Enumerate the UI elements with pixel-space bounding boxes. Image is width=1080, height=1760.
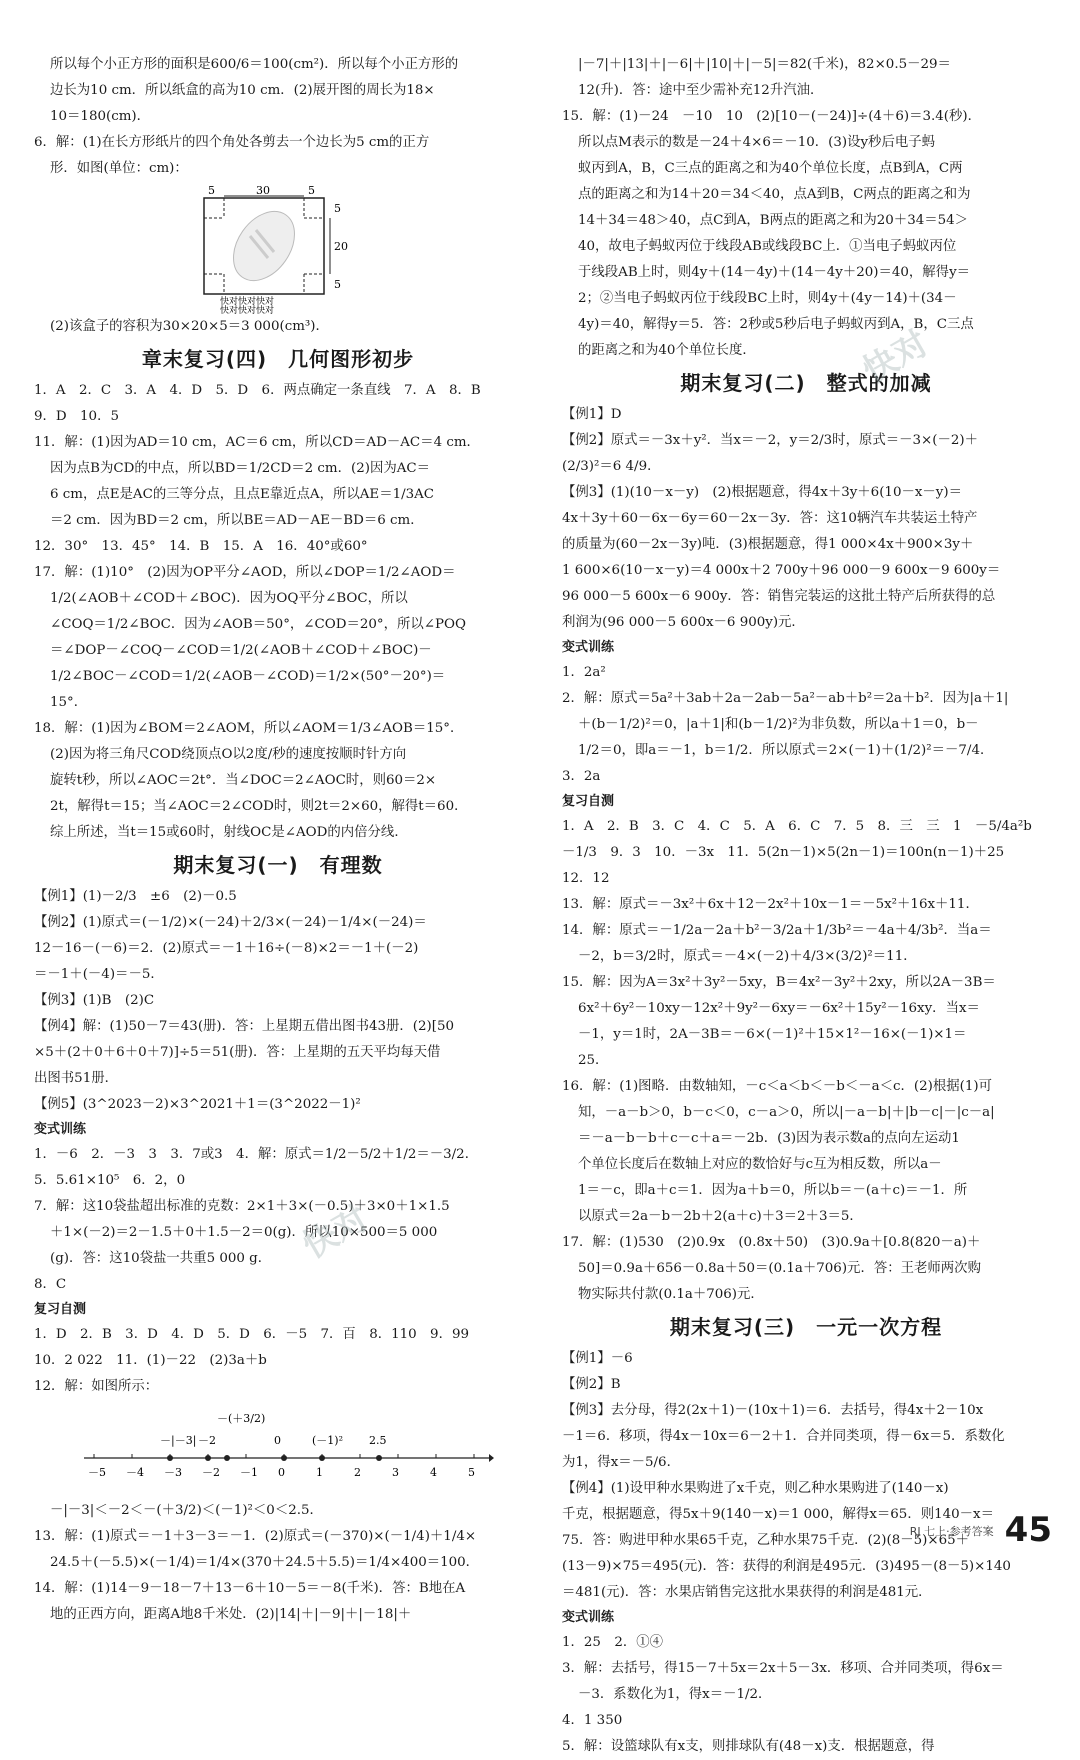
answer-line: 10．2 022 11．(1)－22 (2)3a＋b — [34, 1353, 267, 1368]
number-line-tick-label: 1 — [316, 1466, 323, 1479]
answer-line: 4．1 350 — [562, 1713, 623, 1728]
answer-line: 1．A 2．C 3．A 4．D 5．D 6．两点确定一条直线 7．A 8．B — [34, 383, 481, 398]
answer-line: －1＝6．移项，得4x－10x＝6－2＋1．合并同类项，得－6x＝5．系数化 — [562, 1429, 1005, 1444]
answer-line: 【例2】(1)原式＝(－1/2)×(－24)＋2/3×(－24)－1/4×(－24)＝ — [34, 915, 427, 930]
number-line-point — [224, 1455, 230, 1461]
page-footer — [910, 1510, 1052, 1550]
answer-line: 1/2(∠AOB＋∠COD＋∠BOC)．因为OQ平分∠BOC，所以 — [50, 591, 408, 606]
subsection-title: 变式训练 — [34, 1122, 87, 1137]
answer-line: |－7|＋|13|＋|－6|＋|10|＋|－5|＝82(千米)，82×0.5－29＝ — [578, 57, 951, 72]
answer-line: 个单位长度后在数轴上对应的数恰好与c互为相反数，所以a－ — [578, 1157, 942, 1172]
answer-line: 所以点M表示的数是－24＋4×6＝－10．(3)设y秒后电子蚂 — [578, 135, 936, 150]
answer-line: ＋1×(－2)＝2－1.5＋0＋1.5－2＝0(g)．所以10×500＝5 000 — [50, 1225, 438, 1240]
answer-line: 2．解：原式＝5a²＋3ab＋2a－2ab－5a²－ab＋b²＝2a＋b²．因为|a＋1| — [562, 691, 1009, 706]
answer-line: 96 000－5 600x－6 900y．答：销售完装运的这批土特产后所获得的总 — [562, 589, 996, 604]
answer-line: 6．解：(1)在长方形纸片的四个角处各剪去一个边长为5 cm的正方 — [34, 135, 430, 150]
answer-line: 7．解：这10袋盐超出标准的克数：2×1＋3×(－0.5)＋3×0＋1×1.5 — [34, 1199, 450, 1214]
answer-line: 8．C — [34, 1277, 67, 1292]
answer-line: 1．2a² — [562, 665, 606, 680]
section-title: 期末复习(二) 整式的加减 — [680, 371, 932, 395]
answer-line: 因为点B为CD的中点，所以BD＝1/2CD＝2 cm．(2)因为AC＝ — [50, 461, 431, 476]
answer-line: 2t，解得t＝15；当∠AOC＝2∠COD时，则2t＝2×60，解得t＝60． — [50, 799, 468, 814]
answer-line: 【例2】B — [562, 1377, 621, 1392]
footer-text: RJ 七上·参考答案 — [909, 1524, 994, 1538]
answer-line: 点的距离之和为14＋20＝34＜40，点A到B，C两点的距离之和为 — [578, 187, 971, 202]
dim-label: 5 — [308, 186, 315, 197]
number-line-tick-label: 5 — [468, 1466, 475, 1479]
answer-line: 12(升)．答：途中至少需补充12升汽油． — [578, 83, 824, 98]
watermark: 快对 — [296, 1198, 376, 1267]
answer-line: －|－3|＜－2＜－(＋3/2)＜(－1)²＜0＜2.5． — [50, 1503, 323, 1518]
answer-line: －1/3 9．3 10．－3x 11．5(2n－1)×5(2n－1)＝100n(n－1)＋25 — [562, 845, 1005, 860]
answer-line: 12．12 — [562, 871, 610, 886]
answer-line: 边长为10 cm．所以纸盒的高为10 cm．(2)展开图的周长为18× — [50, 83, 435, 98]
answer-line: 6x²＋6y²－10xy－12x²＋9y²－6xy＝－6x²＋15y²－16xy．当x＝ — [578, 1001, 980, 1016]
answer-line: 14＋34＝48＞40，点C到A，B两点的距离之和为20＋34＝54＞ — [578, 213, 969, 228]
number-line-tick-label: －3 — [164, 1466, 182, 1479]
answer-line: 5．5.61×10⁵ 6．2，0 — [34, 1173, 186, 1188]
number-line-tick-label: －5 — [88, 1466, 106, 1479]
dim-label: 20 — [334, 240, 348, 253]
answer-line: 13．解：(1)原式＝－1＋3－3＝－1．(2)原式＝(－370)×(－1/4)＋1/4× — [34, 1529, 477, 1544]
answer-line: 25． — [578, 1053, 609, 1068]
dim-label: 5 — [334, 278, 341, 291]
answer-line: 2；②当电子蚂蚁丙位于线段BC上时，则4y＋(4y－14)＋(34－ — [578, 291, 957, 306]
answer-line: (g)．答：这10袋盐一共重5 000 g． — [50, 1251, 272, 1266]
number-line-point — [281, 1455, 287, 1461]
answer-line: 【例3】(1)(10－x－y) (2)根据题意，得4x＋3y＋6(10－x－y)＝ — [562, 485, 962, 500]
answer-line: 【例1】D — [562, 407, 622, 422]
subsection-title: 变式训练 — [562, 1610, 615, 1625]
answer-line: 18．解：(1)因为∠BOM＝2∠AOM，所以∠AOM＝1/3∠AOB＝15°． — [34, 721, 464, 736]
number-line-tick-label: －4 — [126, 1466, 144, 1479]
number-line-tick-label: 3 — [392, 1466, 399, 1479]
answer-line: 13．解：原式＝－3x²＋6x＋12－2x²＋10x－1＝－5x²＋16x＋11． — [562, 897, 979, 912]
answer-line: ＝－a－b－b＋c－c＋a＝－2b．(3)因为表示数a的点向左运动1 — [578, 1131, 960, 1146]
page-number: 45 — [1004, 1510, 1052, 1550]
answer-line: 50]＝0.9a＋656－0.8a＋50＝(0.1a＋706)元．答：王老师两次购 — [578, 1261, 981, 1276]
answer-line: 15°． — [50, 695, 88, 710]
answer-line: 1/2∠BOC－∠COD＝1/2(∠AOB－∠COD)＝1/2×(50°－20°)＝ — [50, 669, 446, 684]
answer-line: ＝2 cm．因为BD＝2 cm，所以BE＝AD－AE－BD＝6 cm． — [50, 513, 424, 528]
number-line-point-label: 0 — [274, 1434, 281, 1447]
section-title: 期末复习(一) 有理数 — [173, 853, 383, 877]
left-column — [34, 52, 522, 1628]
number-line-point — [205, 1455, 211, 1461]
answer-line: 12．30° 13．45° 14．B 15．A 16．40°或60° — [34, 539, 368, 554]
answer-line: 9．D 10．5 — [34, 409, 119, 424]
answer-line: 1．25 2．①④ — [562, 1635, 664, 1650]
answer-line: 【例2】原式＝－3x＋y²．当x＝－2，y＝2/3时，原式＝－3×(－2)＋ — [562, 433, 979, 448]
answer-line: 综上所述，当t＝15或60时，射线OC是∠AOD的内倍分线． — [50, 825, 408, 840]
subsection-title: 复习自测 — [34, 1302, 87, 1317]
stamp-text: 快对快对快对 — [220, 306, 275, 314]
answer-line: 17．解：(1)10° (2)因为OP平分∠AOD，所以∠DOP＝1/2∠AOD＝ — [34, 565, 456, 580]
answer-line: 1＝－c，即a＋c＝1．因为a＋b＝0，所以b＝－(a＋c)＝－1．所 — [578, 1183, 968, 1198]
answer-line: (2)该盒子的容积为30×20×5＝3 000(cm³)． — [50, 319, 329, 334]
watermark: 快对 — [856, 323, 936, 392]
answer-line: 1 600×6(10－x－y)＝4 000x＋2 700y＋96 000－9 600x－9 600y＝ — [562, 563, 1001, 578]
answer-line: 1．－6 2．－3 3 3．7或3 4．解：原式＝1/2－5/2＋1/2＝－3/2． — [34, 1147, 479, 1162]
answer-line: 【例1】(1)－2/3 ±6 (2)－0.5 — [34, 889, 237, 904]
answer-line: 蚁丙到A，B，C三点的距离之和为40个单位长度，点B到A，C两 — [578, 161, 963, 176]
answer-line: 1/2＝0，即a＝－1，b＝1/2．所以原式＝2×(－1)＋(1/2)²＝－7/4． — [578, 743, 994, 758]
answer-line: 地的正西方向，距离A地8千米处．(2)|14|＋|－9|＋|－18|＋ — [50, 1607, 412, 1622]
dim-label: 5 — [208, 186, 215, 197]
answer-line: 形．如图(单位：cm)： — [50, 161, 188, 176]
answer-line: 1．A 2．B 3．C 4．C 5．A 6．C 7．5 8．三 三 1 －5/4a²b — [562, 819, 1032, 834]
answer-line: 16．解：(1)图略．由数轴知，－c＜a＜b＜－b＜－a＜c．(2)根据(1)可 — [562, 1079, 993, 1094]
answer-line: (2)因为将三角尺COD绕顶点O以2度/秒的速度按顺时针方向 — [50, 747, 407, 762]
answer-line: 14．解：原式＝－1/2a－2a＋b²－3/2a＋1/3b²＝－4a＋4/3b²．当a＝ — [562, 923, 992, 938]
answer-line: 11．解：(1)因为AD＝10 cm，AC＝6 cm，所以CD＝AD－AC＝4 cm． — [34, 435, 480, 450]
answer-line: 5．解：设篮球队有x支，则排球队有(48－x)支．根据题意，得 — [562, 1739, 935, 1754]
answer-line: －3．系数化为1，得x＝－1/2． — [578, 1687, 772, 1702]
number-line-point — [319, 1455, 325, 1461]
answer-line: 12－16－(－6)＝2．(2)原式＝－1＋16÷(－8)×2＝－1＋(－2) — [34, 941, 419, 956]
number-line-tick-label: 4 — [430, 1466, 437, 1479]
answer-line: 旋转t秒，所以∠AOC＝2t°．当∠DOC＝2∠AOC时，则60＝2× — [50, 773, 437, 788]
answer-line: 3．解：去括号，得15－7＋5x＝2x＋5－3x．移项、合并同类项，得6x＝ — [562, 1661, 1004, 1676]
answer-line: 【例4】解：(1)50－7＝43(册)．答：上星期五借出图书43册．(2)[50 — [34, 1019, 455, 1034]
section-title: 期末复习(三) 一元一次方程 — [669, 1315, 943, 1339]
dim-label: 5 — [334, 202, 341, 215]
answer-line: 10＝180(cm)． — [50, 109, 151, 124]
answer-line: 【例5】(3^2023－2)×3^2021＋1＝(3^2022－1)² — [34, 1097, 361, 1112]
number-line-tick-label: －1 — [240, 1466, 258, 1479]
answer-line: 的质量为(60－2x－3y)吨．(3)根据题意，得1 000×4x＋900×3y＋ — [562, 537, 974, 552]
answer-line: 40，故电子蚂蚁丙位于线段AB或线段BC上．①当电子蚂蚁丙位 — [578, 239, 957, 254]
number-line-point-label: －|－3| — [160, 1434, 197, 1447]
answer-line: 75．答：购进甲种水果65千克，乙种水果75千克．(2)(8－5)×65＋ — [562, 1533, 970, 1548]
answer-line: 12．解：如图所示： — [34, 1379, 159, 1394]
number-line-point-label: 2.5 — [369, 1434, 387, 1447]
answer-line: 24.5＋(－5.5)×(－1/4)＝1/4×(370＋24.5＋5.5)＝1/4×400＝100． — [50, 1555, 480, 1570]
box-figure — [34, 182, 522, 314]
answer-line: 15．解：(1)－24 －10 10 (2)[10－(－24)]÷(4＋6)＝3.4(秒)． — [562, 109, 981, 124]
answer-line: 【例1】－6 — [562, 1351, 633, 1366]
subsection-title: 变式训练 — [562, 640, 615, 655]
answer-line: 3．2a — [562, 769, 601, 784]
answer-line: 6 cm，点E是AC的三等分点，且点E靠近点A，所以AE＝1/3AC — [50, 487, 435, 502]
answer-line: 为1，得x＝－5/6． — [562, 1455, 680, 1470]
number-line-tick-label: 2 — [354, 1466, 361, 1479]
answer-line: 知，－a－b＞0，b－c＜0，c－a＞0，所以|－a－b|＋|b－c|－|c－a| — [578, 1105, 995, 1120]
answer-line: 于线段AB上时，则4y＋(14－4y)＋(14－4y＋20)＝40，解得y＝ — [578, 265, 971, 280]
answer-line: 17．解：(1)530 (2)0.9x (0.8x＋50) (3)0.9a＋[0.8(820－a)＋ — [562, 1235, 981, 1250]
answer-line: (2/3)²＝6 4/9． — [562, 459, 661, 474]
answer-line: 所以每个小正方形的面积是600/6＝100(cm²)．所以每个小正方形的 — [50, 57, 459, 72]
answer-line: 14．解：(1)14－9－18－7＋13－6＋10－5＝－8(千米)．答：B地在A — [34, 1581, 466, 1596]
answer-line: 的距离之和为40个单位长度． — [578, 343, 756, 358]
number-line-tick-label: －2 — [202, 1466, 220, 1479]
answer-line: 1．D 2．B 3．D 4．D 5．D 6．－5 7．百 8．110 9．99 — [34, 1327, 469, 1342]
answer-line: ×5＋(2＋0＋6＋0＋7)]÷5＝51(册)．答：上星期的五天平均每天借 — [34, 1045, 441, 1060]
answer-line: 4x＋3y＋60－6x－6y＝60－2x－3y．答：这10辆汽车共装运土特产 — [562, 511, 978, 526]
answer-line: 利润为(96 000－5 600x－6 900y)元． — [562, 615, 805, 630]
answer-line: (13－9)×75＝495(元)．答：获得的利润是495元．(3)495－(8－5)×140 — [562, 1559, 1011, 1574]
stamp-text: 快对快对快对 — [220, 297, 275, 307]
answer-line: 千克，根据题意，得5x＋9(140－x)＝1 000，解得x＝65．则140－x＝ — [562, 1507, 994, 1522]
answer-line: 【例3】去分母，得2(2x＋1)－(10x＋1)＝6．去括号，得4x＋2－10x — [562, 1403, 984, 1418]
answer-line: 15．解：因为A＝3x²＋3y²－5xy，B＝4x²－3y²＋2xy，所以2A－3B＝ — [562, 975, 996, 990]
answer-line: －2，b＝3/2时，原式＝－4×(－2)＋4/3×(3/2)²＝11． — [578, 949, 917, 964]
carrot-stamp-icon — [221, 200, 307, 292]
answer-line: ＝481(元)．答：水果店销售完这批水果获得的利润是481元． — [562, 1585, 932, 1600]
number-line-tick-label: 0 — [278, 1466, 285, 1479]
number-line-point-label: －2 — [198, 1434, 216, 1447]
answer-line: 4y)＝40，解得y＝5．答：2秒或5秒后电子蚂蚁丙到A，B，C三点 — [578, 317, 974, 332]
answer-line: 【例3】(1)B (2)C — [34, 993, 155, 1008]
number-line-point — [376, 1455, 382, 1461]
right-column — [562, 52, 1050, 1760]
answer-line: 物实际共付款(0.1a＋706)元． — [578, 1287, 764, 1302]
number-line-point-label: (－1)² — [312, 1434, 343, 1447]
section-title: 章末复习(四) 几何图形初步 — [141, 347, 415, 371]
number-line-point — [167, 1455, 173, 1461]
answer-line: 出图书51册． — [34, 1071, 118, 1086]
subsection-title: 复习自测 — [562, 794, 615, 809]
number-line-figure — [34, 1400, 522, 1498]
answer-line: 以原式＝2a－b－2b＋2(a＋c)＋3＝2＋3＝5． — [578, 1209, 863, 1224]
answer-line: ∠COQ＝1/2∠BOC．因为∠AOB＝50°，∠COD＝20°，所以∠POQ — [50, 617, 466, 632]
dim-label: 30 — [256, 186, 270, 197]
number-line-point-label: －(＋3/2) — [217, 1412, 266, 1425]
answer-line: ＋(b－1/2)²＝0，|a＋1|和(b－1/2)²为非负数，所以a＋1＝0，b－ — [578, 717, 979, 732]
answer-line: 【例4】(1)设甲种水果购进了x千克，则乙种水果购进了(140－x) — [562, 1481, 949, 1496]
answer-line: ＝－1＋(－4)＝－5． — [34, 967, 164, 982]
answer-line: －1，y＝1时，2A－3B＝－6×(－1)²＋15×1²－16×(－1)×1＝ — [578, 1027, 967, 1042]
answer-line: ＝∠DOP－∠COQ－∠COD＝1/2(∠AOB＋∠COD＋∠BOC)－ — [50, 643, 432, 658]
